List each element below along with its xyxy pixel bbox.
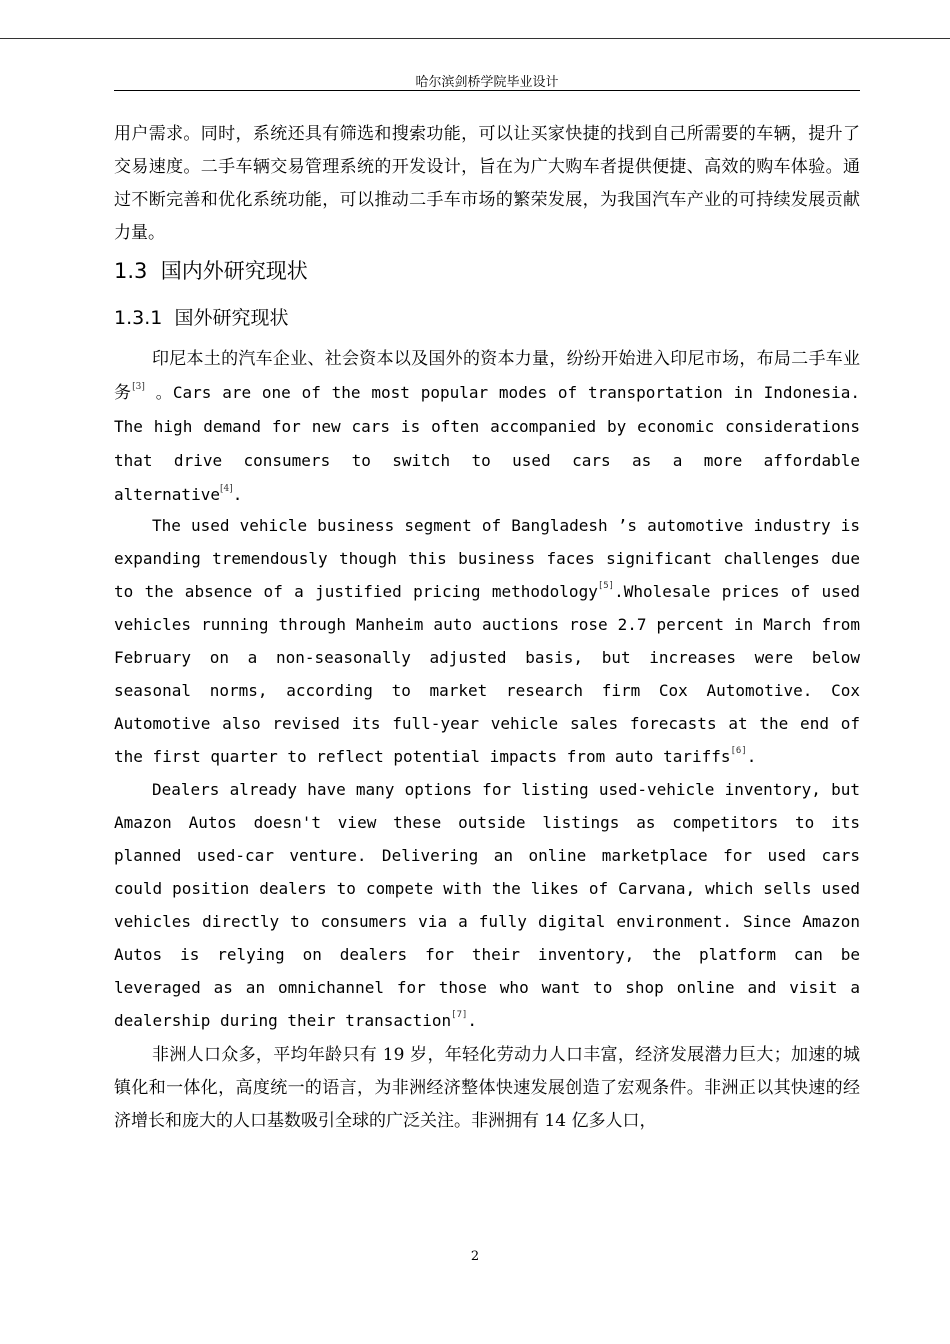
citation-4: [4]	[219, 484, 233, 494]
para3-text-b: .	[467, 1011, 478, 1030]
subsection-number: 1.3.1	[114, 307, 163, 329]
paragraph-indonesia	[114, 343, 860, 512]
para1-text-a: 印尼本土的汽车企业、社会资本以及国外的资本力量，纷纷开始进入印尼市场，布局二手车业务	[114, 349, 860, 403]
para1-text-c: .	[232, 485, 243, 504]
section-heading	[114, 255, 308, 285]
paragraph-bangladesh	[114, 509, 860, 773]
top-border-line	[0, 38, 950, 39]
paragraph-africa: 非洲人口众多，平均年龄只有 19 岁，年轻化劳动力人口丰富，经济发展潜力巨大；加速的城镇化和一体化，高度统一的语言，为非洲经济整体快速发展创造了宏观条件。非洲正以其快速的经济增长和庞大的人口基数吸引全球的广泛关注。非洲拥有 14 亿多人口，	[114, 1045, 860, 1131]
intro-paragraph: 用户需求。同时，系统还具有筛选和搜索功能，可以让买家快捷的找到自己所需要的车辆，提升了交易速度。二手车辆交易管理系统的开发设计，旨在为广大购车者提供便捷、高效的购车体验。通过不断完善和优化系统功能，可以推动二手车市场的繁荣发展，为我国汽车产业的可持续发展贡献力量。	[114, 124, 860, 243]
section-number: 1.3	[114, 259, 148, 283]
para2-text-b: .Wholesale prices of used vehicles running through Manheim auto auctions rose 2.7 percent in March from February on a non-seasonally adjusted basis, but increases were below seasonal norms, according to market research firm Cox Automotive. Cox Automotive also revised its full-year vehicle sales forecasts at the end of the first quarter to reflect potential impacts from auto tariffs	[114, 582, 860, 766]
header-rule	[114, 90, 860, 91]
para3-text-a: Dealers already have many options for listing used-vehicle inventory, but Amazon Autos doesn't view these outside listings as competitors to its planned used-car venture. Delivering an online marketplace for used cars could position dealers to compete with the likes of Carvana, which sells used vehicles directly to consumers via a fully digital environment. Since Amazon Autos is relying on dealers for their inventory, the platform can be leveraged as an omnichannel for those who want to shop online and visit a dealership during their transaction	[114, 780, 860, 1030]
page-number: 2	[470, 1249, 480, 1264]
section-title: 国内外研究现状	[160, 259, 308, 283]
para2-text-a: The used vehicle business segment of Bangladesh ’s automotive industry is expanding tremendously though this business faces significant challenges due to the absence of a justified pricing methodology	[114, 516, 860, 601]
citation-7: [7]	[451, 1010, 468, 1020]
para1-text-b: 。Cars are one of the most popular modes of transportation in Indonesia. The high demand for new cars is often accompanied by economic considerations that drive consumers to switch to used cars as a more affordable alternative	[114, 383, 860, 504]
paragraph-amazon-autos	[114, 773, 860, 1037]
citation-5: [5]	[597, 581, 615, 591]
subsection-heading	[114, 303, 288, 330]
citation-6: [6]	[730, 746, 747, 756]
para2-text-c: .	[746, 747, 757, 766]
running-header: 哈尔滨剑桥学院毕业设计	[415, 75, 559, 90]
citation-3: [3]	[132, 382, 145, 392]
subsection-title: 国外研究现状	[174, 307, 289, 329]
